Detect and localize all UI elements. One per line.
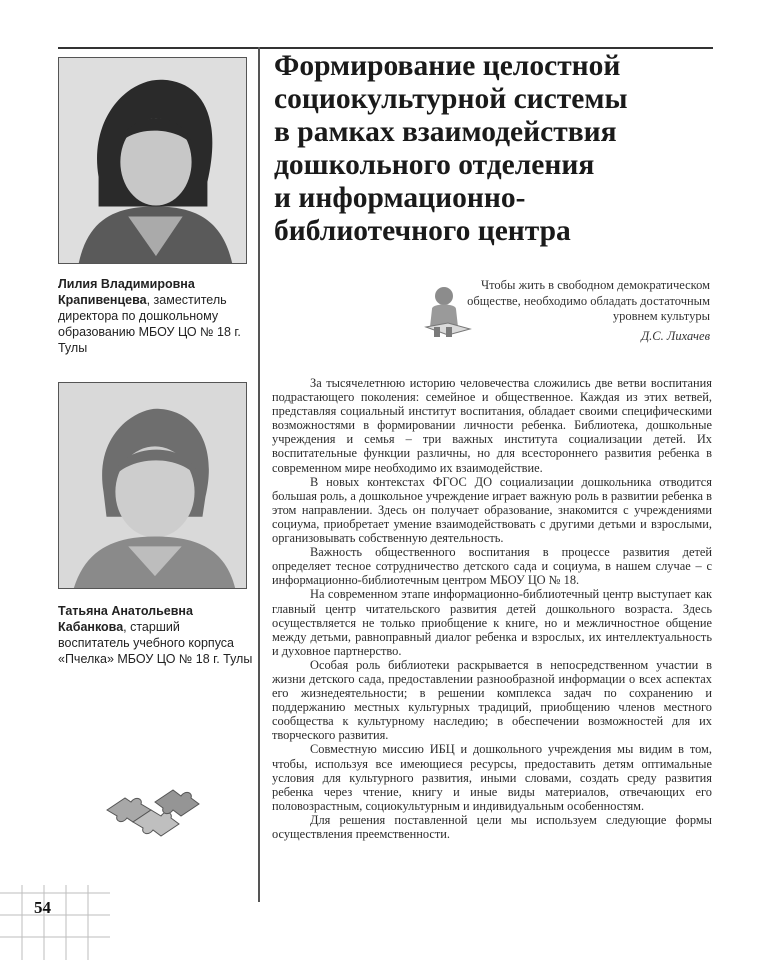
portrait-photo-2 (58, 382, 247, 589)
paragraph: Особая роль библиотеки раскрывается в непосредственном участии в жизни детского сада, предоставлении разнообразной информации о всех аспектах его жизнедеятельности; в решении комплекса задач по сохранению и поддержанию местных культурных традиций, приобщению членов местного сообщества к культурному наследию; в обеспечении возможностей для их творческого развития. (272, 657, 712, 743)
paragraph: Для решения поставленной цели мы используем следующие формы осуществления преемственности. (272, 812, 712, 841)
author-2-caption (58, 603, 253, 667)
article-body (272, 376, 712, 841)
author-1-caption (58, 276, 253, 356)
paragraph: Совместную миссию ИБЦ и дошкольного учреждения мы видим в том, чтобы, используя все имеющиеся ресурсы, предоставить детям оптимальные условия для культурного развития, иными словами, создать среду развития ребенка через чтение, книгу и иные виды материалов, отвечающих его половозрастным, социокультурным и индивидуальным особенностям. (272, 742, 712, 813)
epigraph (460, 278, 710, 344)
puzzle-icon (103, 780, 201, 842)
title-line: и информационно- (274, 182, 526, 214)
paragraph: Важность общественного воспитания в процессе развития детей определяет тесное сотрудничество детского сада и социума, в нашем случае – с информационно-библиотечным центром МБОУ ЦО № 18. (272, 545, 712, 588)
author-2-role: , старший воспитатель учебного корпуса «Пчелка» МБОУ ЦО № 18 г. Тулы (58, 620, 253, 666)
column-divider (258, 47, 260, 902)
page-number: 54 (34, 898, 51, 917)
title-line: дошкольного отделения (274, 149, 595, 181)
author-2-name: Татьяна Анатольевна Кабанкова (58, 604, 193, 634)
author-1-name: Лилия Владимировна Крапивенцева (58, 277, 195, 307)
corner-grid (0, 885, 110, 960)
epigraph-author: Д.С. Лихачев (641, 328, 710, 343)
title-line: социокультурной системы (274, 83, 628, 115)
article-title (274, 50, 719, 248)
title-line: библиотечного центра (274, 215, 571, 247)
paragraph: На современном этапе информационно-библиотечный центр выступает как главный центр читательского развития детей дошкольного возраста. Здесь осуществляется не только приобщение к книге, но и межличностное общение между детьми, равноправный диалог ребенка и взрослых, их интеллектуальность и духовное партнерство. (272, 587, 712, 658)
title-line: Формирование целостной (274, 50, 621, 82)
epigraph-text: Чтобы жить в свободном демократическом обществе, необходимо обладать достаточным уровнем культуры (467, 278, 710, 323)
portrait-photo-1 (58, 57, 247, 264)
paragraph: За тысячелетнюю историю человечества сложились две ветви воспитания подрастающего поколения: семейное и общественное. Каждая из этих ветвей, представляя социальный институт воспитания, обладает своими специфическими возможностями в формировании личности ребенка. Библиотека, дошкольные учреждения и семья – три важных института социализации детей. Их воспитательные функции различны, но для всестороннего развития ребенка в современном мире необходимо их взаимодействие. (272, 376, 712, 475)
top-rule (58, 47, 713, 49)
author-1-role: , заместитель директора по дошкольному образованию МБОУ ЦО № 18 г. Тулы (58, 293, 241, 355)
paragraph: В новых контекстах ФГОС ДО социализации дошкольника отводится большая роль, а дошкольное учреждение играет важную роль в развитии ребенка в этом направлении. Здесь он получает образование, знакомится с учреждениями социума, приобретает умение взаимодействовать с другими детьми и взрослыми, организовывать собственную деятельность. (272, 474, 712, 546)
title-line: в рамках взаимодействия (274, 116, 617, 148)
